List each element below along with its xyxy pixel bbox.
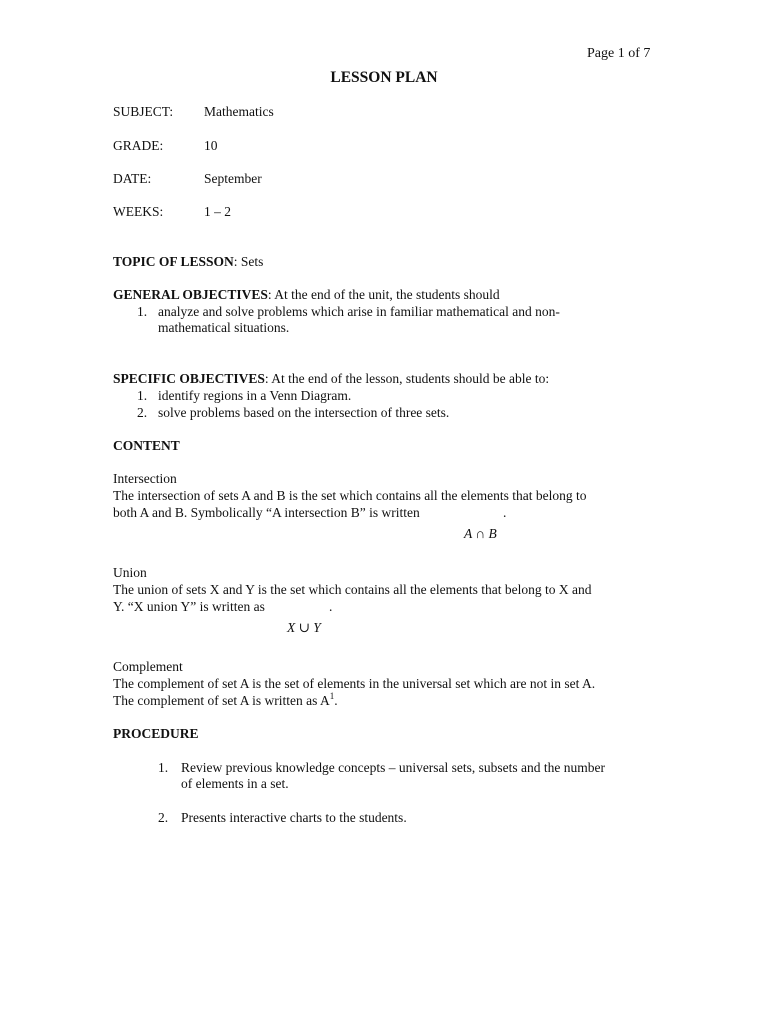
- procedure-step-line1: Review previous knowledge concepts – universal sets, subsets and the number: [181, 760, 606, 775]
- specific-objectives-heading: [113, 371, 549, 387]
- topic-line: [113, 254, 263, 270]
- general-objective-num: 1.: [137, 304, 148, 319]
- page-title: LESSON PLAN: [330, 69, 438, 86]
- grade-value: 10: [204, 138, 218, 153]
- subject-value: Mathematics: [204, 104, 274, 119]
- union-formula: X ∪ Y: [287, 620, 321, 635]
- date-label: DATE:: [113, 171, 152, 186]
- specific-objective-num: 2.: [137, 405, 148, 420]
- intersection-formula: A ∩ B: [464, 526, 497, 541]
- complement-definition-line2: [113, 690, 338, 709]
- specific-objective-text: identify regions in a Venn Diagram.: [158, 388, 352, 403]
- union-definition-line2: Y. “X union Y” is written as: [113, 599, 265, 614]
- union-definition-line1: The union of sets X and Y is the set which contains all the elements that belong to X and: [113, 582, 592, 597]
- complement-text: The complement of set A is written as A: [113, 693, 330, 708]
- topic-label: TOPIC OF LESSON: [113, 254, 234, 269]
- procedure-step-line1: Presents interactive charts to the students.: [181, 810, 407, 825]
- complement-period: .: [334, 693, 338, 708]
- subject-label: SUBJECT:: [113, 104, 174, 119]
- procedure-step-line2: of elements in a set.: [181, 776, 289, 791]
- procedure-step-num: 2.: [158, 810, 169, 825]
- specific-objective-num: 1.: [137, 388, 148, 403]
- complement-superscript: 1: [329, 690, 335, 701]
- general-objective-line1: analyze and solve problems which arise in familiar mathematical and non-: [158, 304, 560, 319]
- page-number: Page 1 of 7: [587, 46, 651, 61]
- union-title: Union: [113, 565, 147, 580]
- topic-value: : Sets: [233, 254, 264, 269]
- general-objective-line2: mathematical situations.: [158, 320, 290, 335]
- intersection-definition-line2: both A and B. Symbolically “A intersection B” is written: [113, 505, 420, 520]
- complement-definition-line1: The complement of set A is the set of elements in the universal set which are not in set A.: [113, 676, 596, 691]
- specific-objective-text: solve problems based on the intersection of three sets.: [158, 405, 450, 420]
- general-objectives-heading: [113, 287, 500, 303]
- general-objectives-label: GENERAL OBJECTIVES: [113, 287, 268, 302]
- date-value: September: [204, 171, 262, 186]
- procedure-heading: PROCEDURE: [113, 726, 199, 741]
- intersection-period: .: [503, 505, 507, 520]
- specific-objectives-intro: : At the end of the lesson, students should be able to:: [264, 371, 550, 386]
- grade-label: GRADE:: [113, 138, 164, 153]
- union-period: .: [329, 599, 333, 614]
- intersection-title: Intersection: [113, 471, 177, 486]
- content-heading: CONTENT: [113, 438, 180, 453]
- complement-title: Complement: [113, 659, 183, 674]
- intersection-definition-line1: The intersection of sets A and B is the set which contains all the elements that belong to: [113, 488, 587, 503]
- weeks-value: 1 – 2: [204, 204, 231, 219]
- specific-objectives-label: SPECIFIC OBJECTIVES: [113, 371, 265, 386]
- general-objectives-intro: : At the end of the unit, the students should: [267, 287, 500, 302]
- procedure-step-num: 1.: [158, 760, 169, 775]
- weeks-label: WEEKS:: [113, 204, 164, 219]
